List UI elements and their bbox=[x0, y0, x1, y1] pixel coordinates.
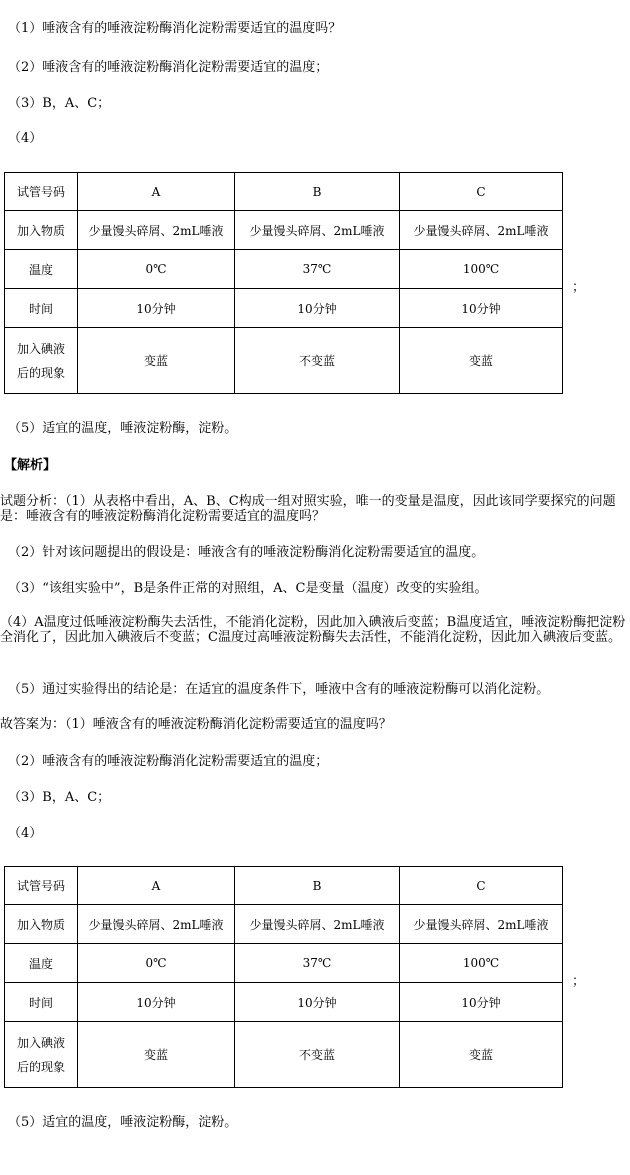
table-cell: 37℃ bbox=[235, 250, 400, 289]
table-cell: 不变蓝 bbox=[235, 328, 400, 394]
analysis-p4: （4）A温度过低唾液淀粉酶失去活性，不能消化淀粉，因此加入碘液后变蓝；B温度适宜，唾液淀粉酶把淀粉全消化了，因此加入碘液后不变蓝；C温度过高唾液淀粉酶失去活性，不能消化淀粉，因此加入碘液后变蓝。 bbox=[0, 615, 626, 645]
table-cell: 37℃ bbox=[235, 944, 400, 983]
table-cell: 10分钟 bbox=[235, 289, 400, 328]
header-cell: B bbox=[235, 867, 400, 905]
header-cell: 试管号码 bbox=[5, 173, 78, 211]
answer-q1: （1）唾液含有的唾液淀粉酶消化淀粉需要适宜的温度吗？ bbox=[8, 21, 342, 36]
row-label-line: 后的现象 bbox=[16, 1059, 65, 1074]
header-cell: C bbox=[400, 173, 563, 211]
row-label: 加入物质 bbox=[5, 905, 78, 944]
table-cell: 100℃ bbox=[400, 944, 563, 983]
row-label: 时间 bbox=[5, 289, 78, 328]
row-label-line: 后的现象 bbox=[16, 365, 65, 380]
final-answer-q2: （2）唾液含有的唾液淀粉酶消化淀粉需要适宜的温度； bbox=[8, 754, 329, 769]
header-cell: B bbox=[235, 173, 400, 211]
answer-q3: （3）B，A、C； bbox=[8, 96, 111, 111]
row-label: 加入物质 bbox=[5, 211, 78, 250]
table-cell: 10分钟 bbox=[78, 983, 235, 1022]
final-answer-intro: 故答案为：（1）唾液含有的唾液淀粉酶消化淀粉需要适宜的温度吗？ bbox=[0, 717, 392, 732]
table-cell: 不变蓝 bbox=[235, 1022, 400, 1088]
row-label: 时间 bbox=[5, 983, 78, 1022]
table-cell: 10分钟 bbox=[78, 289, 235, 328]
table-trailing-semicolon: ； bbox=[572, 280, 586, 295]
table-cell: 变蓝 bbox=[78, 1022, 235, 1088]
table-cell: 少量馒头碎屑、2mL唾液 bbox=[400, 905, 563, 944]
final-answer-q5: （5）适宜的温度，唾液淀粉酶，淀粉。 bbox=[8, 1115, 238, 1130]
row-label-line: 加入碘液 bbox=[16, 341, 65, 356]
table-cell: 0℃ bbox=[78, 250, 235, 289]
analysis-p2: （2）针对该问题提出的假设是：唾液含有的唾液淀粉酶消化淀粉需要适宜的温度。 bbox=[8, 545, 485, 560]
final-answer-q4: （4） bbox=[8, 826, 43, 841]
table-cell: 10分钟 bbox=[400, 289, 563, 328]
header-cell: A bbox=[78, 173, 235, 211]
table-cell: 少量馒头碎屑、2mL唾液 bbox=[235, 905, 400, 944]
table-cell: 变蓝 bbox=[400, 328, 563, 394]
row-label bbox=[5, 1022, 78, 1088]
experiment-table-bottom bbox=[4, 866, 563, 1088]
analysis-heading: 【解析】 bbox=[4, 458, 57, 473]
analysis-p5: （5）通过实验得出的结论是：在适宜的温度条件下，唾液中含有的唾液淀粉酶可以消化淀粉。 bbox=[8, 682, 550, 697]
row-label: 温度 bbox=[5, 250, 78, 289]
answer-q2: （2）唾液含有的唾液淀粉酶消化淀粉需要适宜的温度； bbox=[8, 60, 329, 75]
table-cell: 0℃ bbox=[78, 944, 235, 983]
table-trailing-semicolon: ； bbox=[572, 974, 586, 989]
header-cell: 试管号码 bbox=[5, 867, 78, 905]
answer-q4: （4） bbox=[8, 131, 43, 146]
row-label-line: 加入碘液 bbox=[16, 1035, 65, 1050]
table-cell: 少量馒头碎屑、2mL唾液 bbox=[400, 211, 563, 250]
table-cell: 10分钟 bbox=[235, 983, 400, 1022]
experiment-table-top bbox=[4, 172, 563, 394]
header-cell: A bbox=[78, 867, 235, 905]
table-cell: 10分钟 bbox=[400, 983, 563, 1022]
header-cell: C bbox=[400, 867, 563, 905]
analysis-p1: 试题分析：（1）从表格中看出，A、B、C构成一组对照实验，唯一的变量是温度，因此该同学要探究的问题是：唾液含有的唾液淀粉酶消化淀粉需要适宜的温度吗？ bbox=[0, 494, 616, 524]
final-answer-q3: （3）B，A、C； bbox=[8, 790, 111, 805]
table-cell: 变蓝 bbox=[400, 1022, 563, 1088]
answer-q5: （5）适宜的温度，唾液淀粉酶，淀粉。 bbox=[8, 421, 238, 436]
row-label bbox=[5, 328, 78, 394]
table-cell: 变蓝 bbox=[78, 328, 235, 394]
table-cell: 100℃ bbox=[400, 250, 563, 289]
table-cell: 少量馒头碎屑、2mL唾液 bbox=[78, 211, 235, 250]
table-cell: 少量馒头碎屑、2mL唾液 bbox=[235, 211, 400, 250]
analysis-p3: （3）“该组实验中”，B是条件正常的对照组，A、C是变量（温度）改变的实验组。 bbox=[8, 581, 488, 596]
row-label: 温度 bbox=[5, 944, 78, 983]
table-cell: 少量馒头碎屑、2mL唾液 bbox=[78, 905, 235, 944]
